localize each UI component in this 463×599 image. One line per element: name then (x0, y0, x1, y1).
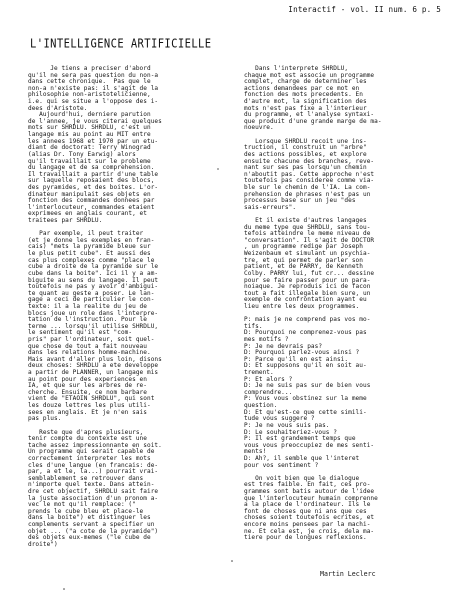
right-column-line: question. (244, 402, 278, 410)
scan-speck (217, 168, 219, 170)
left-column-line: dans les relations homme-machine. (28, 349, 151, 357)
right-column-line: patient, et de PARRY, de Kenneth (244, 263, 363, 271)
left-column-line: diant de doctorat: Terry Winograd (28, 144, 151, 152)
right-column-line: mots n'est pas fixe a l'interieur (244, 104, 367, 112)
left-column-line: objet ... ("a cote de la pyramide") (28, 527, 159, 535)
right-column-line: ble sur le chemin de l'IA. La com- (244, 183, 371, 191)
right-column-line: a la place de l'ordinateur. Ils le (244, 501, 371, 509)
left-column-line: correctement interpreter les mots (28, 454, 151, 462)
right-column-line: Lorsque SHRDLU recoit une ins- (244, 137, 367, 145)
right-column-line: que l'interlocuteur humain comprenne (244, 494, 378, 502)
left-column-line: complements servant a specifier un (28, 521, 155, 529)
right-column-line: On voit bien que le dialogue (244, 474, 360, 482)
left-column-line: Par exemple, il peut traiter (28, 230, 144, 238)
left-column-line: semblablement se retrouver dans (28, 474, 144, 482)
left-column-line: Reste que d'apres plusieurs, (28, 428, 144, 436)
right-column-line: D: Ah?, il semble que l'interet (244, 454, 360, 462)
right-column-line: tefois atteindre le meme niveau de (244, 230, 371, 238)
right-column-line: noiaque. Je reproduis ici de facon (244, 283, 371, 291)
right-column-line: d'autre mot, la signification des (244, 98, 367, 106)
right-column-line: ments! (244, 448, 267, 456)
left-column (28, 66, 228, 548)
left-column-line: que chose de tout a fait nouveau (28, 342, 147, 350)
left-column-line: cherche. Ensuite, ce nom barbare (28, 388, 147, 396)
right-column-line: D: Pourquoi ne comprenez-vous pas (244, 329, 367, 337)
right-column-line: est tres faible. En fait, ces pro- (244, 481, 371, 489)
right-column-line: truction, il construit un "arbre" (244, 144, 367, 152)
right-column-line: n'aboutit pas. Cette approche n'est (244, 170, 375, 178)
right-column-line: pour vos sentiment ? (244, 461, 319, 469)
left-column-line: droite") (28, 540, 58, 548)
right-column-line: lieu entre les deux programmes. (244, 302, 360, 310)
right-column-line: complet, charge de determiner les (244, 78, 367, 86)
right-column-line: processus base sur un jeu "des (244, 197, 356, 205)
left-column-line: les annees 1968 et 1970 par un etu- (28, 137, 159, 145)
right-column-line: chaque mot est associe un programme (244, 71, 375, 79)
left-column-line: des objets eux-memes ("le cube de (28, 534, 151, 542)
right-column-line: des actions possibles, et explore (244, 150, 367, 158)
article-title: L'INTELLIGENCE ARTIFICIELLE (30, 37, 212, 51)
right-column-line: tiere pour de longues reflexions. (244, 534, 367, 542)
right-column-line: Weizenbaum et simulant un psychia- (244, 250, 371, 258)
left-column-line: de l'annee, je vous citerai quelques (28, 117, 162, 125)
left-column-line: l'interlocuteur, commandes etaient (28, 203, 155, 211)
right-column-line: du programme, et l'analyse syntaxi- (244, 111, 375, 119)
left-column-line: deux choses: SHRDLU a ete developpe (28, 362, 159, 370)
right-column-line: tifs. (244, 322, 263, 330)
right-column (244, 66, 444, 542)
left-column-line: terme ... lorsqu'il utilise SHRDLU, (28, 322, 159, 330)
left-column-line: des pyramides, et des boites. L'or- (28, 183, 159, 191)
left-column-line: IA, et que sur les arbres de re- (28, 382, 147, 390)
right-column-line: Dans l'interprete SHRDLU, (244, 65, 349, 72)
left-column-line: dre cet objectif, SHRDLU sait faire (28, 488, 159, 495)
right-column-line: choses soient toutefois ecrites, et (244, 514, 375, 522)
right-column-line: tre, et qui permet de parler son (244, 256, 363, 264)
right-column-line: encore moins pensees par la machi- (244, 521, 371, 529)
left-column-line: i.e. qui se situe a l'oppose des i- (28, 98, 159, 106)
left-column-line: gage a ceci de particulier le con- (28, 296, 155, 304)
left-column-line: Il travaillait a partir d'une table (28, 170, 159, 178)
left-column-line: par, a et le, la...) pourrait vrai- (28, 468, 159, 476)
right-column-line: P: Et alors ? (244, 375, 293, 383)
right-column-line: D: Pourquoi parlez-vous ainsi ? (244, 349, 360, 357)
left-column-line: au point pour des experiences en (28, 375, 147, 383)
left-column-line: le plus petit cube". Et aussi des (28, 250, 151, 258)
right-column-line: D: Je ne suis pas sur de bien vous (244, 382, 371, 390)
left-column-line: le sentiment qu'il est "com- (28, 329, 133, 337)
left-column-line: n'importe quel texte. Dans attein- (28, 481, 155, 489)
left-column-line: Un programme qui serait capable de (28, 448, 155, 456)
left-column-line: cas plus complexes comme "place le (28, 256, 155, 264)
left-column-line: a partir de PLANNER, un langage mis (28, 369, 159, 377)
right-column-line: P: Vous vous obstinez sur la meme (244, 395, 367, 403)
page-header: Interactif - vol. II num. 6 p. 5 (288, 5, 441, 14)
left-column-line: Aujourd'hui, derniere parution (28, 111, 151, 119)
left-column-line: philosophie non-aristotelicienne, (28, 91, 151, 99)
left-column-line: langage mis au point au MIT entre (28, 131, 151, 139)
right-column-line: comprendre... (244, 388, 293, 396)
left-column-line: tation de l'instruction. Pour le (28, 316, 147, 324)
right-column-line: grammes sont batis autour de l'idee (244, 488, 375, 495)
scan-speck (63, 588, 65, 590)
left-column-line: Mais avant d'aller plus loin, disons (28, 355, 162, 363)
right-column-line: que produit d'une grande marge de ma- (244, 117, 382, 125)
right-column-line: nant sur ses pas lorsqu'un chemin (244, 164, 367, 172)
right-column-line: vous vous preoccupiez de mes senti- (244, 441, 375, 449)
left-column-line: vient de "ETAOIN SHRDLU", qui sont (28, 395, 155, 403)
left-column-line: non-a n'existe pas: il s'agit de la (28, 84, 159, 92)
left-column-line: (alias Dr. Tony Earwig) alors (28, 150, 136, 158)
author-signature: Martin Leclerc (320, 570, 376, 578)
left-column-line: cais) "mets la pyramide bleue sur (28, 243, 151, 251)
right-column-line: exemple de confrontation ayant eu (244, 296, 367, 304)
right-column-line: P: Je ne devrais pas? (244, 342, 323, 350)
left-column-line: exprimees en anglais courant, et (28, 210, 147, 218)
left-column-line: dans cette chronique. Pas que le (28, 78, 151, 86)
right-column-line: toutefois pas consideree comme via- (244, 177, 375, 185)
left-column-line: (et je donne les exemples en fran- (28, 236, 155, 244)
right-column-line: actions demandees par ce mot en (244, 84, 360, 92)
left-column-line: texte: il a la realite du jeu de (28, 302, 147, 310)
right-column-line: P: Je ne vous suis pas. (244, 421, 330, 429)
left-column-line: pas plus. (28, 415, 62, 423)
right-column-line: prehension de phrases n'est pas un (244, 190, 371, 198)
right-column-line: D: Et qu'est-ce que cette simili- (244, 408, 367, 416)
right-column-line: Et il existe d'autres langages (244, 217, 367, 225)
left-column-line: dinateur manipulait ses objets en (28, 190, 151, 198)
right-column-line: du meme type que SHRDLU, sans tou- (244, 223, 371, 231)
left-column-line: toutefois ne pas y avoir d'ambigui- (28, 283, 159, 291)
right-column-line: P: Il est grandement temps que (244, 435, 356, 443)
left-column-line: biguite au sens du langage. Il peut (28, 276, 159, 284)
right-column-line: P: Parce qu'il en est ainsi. (244, 355, 349, 363)
right-column-line: sais-erreurs". (244, 203, 297, 211)
right-column-line: ne. Et cela est, je crois, dela ma- (244, 527, 375, 535)
left-column-line: te quant au geste a poser. Le lan- (28, 289, 155, 297)
right-column-line: D: Et supposons qu'il en soit au- (244, 362, 367, 370)
right-column-line: ensuite chacune des branches, reve- (244, 157, 375, 165)
left-column-line: traitees par SHRDLU. (28, 217, 103, 225)
right-column-line: Colby. PARRY lui, fut cr... dessine (244, 269, 375, 277)
left-column-line: pris" par l'ordinateur, soit quel- (28, 335, 155, 343)
left-column-line: prends le cube bleu et place-le (28, 507, 144, 515)
right-column-line: P: mais je ne comprend pas vos mo- (244, 316, 371, 324)
left-column-line: fonction des commandes donnees par (28, 197, 155, 205)
left-column-line: cles d'une langue (en francais: de- (28, 461, 159, 469)
right-column-line: , un programme redige par Joseph (244, 243, 363, 251)
right-column-line: noeuvre. (244, 124, 274, 132)
right-column-line: pour se faire passer pour un para- (244, 276, 371, 284)
right-column-line: fonction des mots precedents. En (244, 91, 363, 99)
left-column-line: mots sur SHRDLU. SHRDLU, c'est un (28, 124, 151, 132)
right-column-line: trement. (244, 369, 274, 377)
left-column-line: tenir compte du contexte est une (28, 435, 147, 443)
left-column-line: qu'il ne sera pas question du non-a (28, 71, 159, 79)
left-column-line: cube dans la boite". Ici il y a am- (28, 269, 159, 277)
left-column-line: tache assez impressionnante en soit. (28, 441, 162, 449)
left-column-line: Je tiens a preciser d'abord (28, 65, 151, 72)
right-column-line: D: Le souhaiteriez-vous ? (244, 428, 337, 436)
right-column-line: tude vous suggere ? (244, 415, 315, 423)
right-column-line: mes motifs ? (244, 335, 289, 343)
left-column-line: cube a droite de la pyramide sur le (28, 263, 159, 271)
left-column-line: sees en anglais. Et je n'en sais (28, 408, 147, 416)
left-column-line: blocs joue un role dans l'interpre- (28, 309, 159, 317)
left-column-line: la juste association d'un pronom a- (28, 494, 159, 502)
right-column-line: font de choses que ni ans que ces (244, 507, 367, 515)
right-column-line: "conversation". Il s'agit de DOCTOR (244, 236, 375, 244)
left-column-line: les douze lettres les plus utili- (28, 402, 151, 410)
left-column-line: qu'il travaillait sur le probleme (28, 157, 151, 165)
left-column-line: du langage et de sa comprehension. (28, 164, 155, 172)
right-column-line: tout a fait illegale bien sure, un (244, 289, 371, 297)
left-column-line: dans la boite") et distinguer les (28, 514, 151, 522)
left-column-line: vec le mot qu'il remplace: (" (28, 501, 136, 509)
left-column-line: sur laquelle reposaient des blocs, (28, 177, 155, 185)
scan-speck (231, 560, 233, 562)
left-column-line: dees d'Aristote. (28, 104, 88, 112)
